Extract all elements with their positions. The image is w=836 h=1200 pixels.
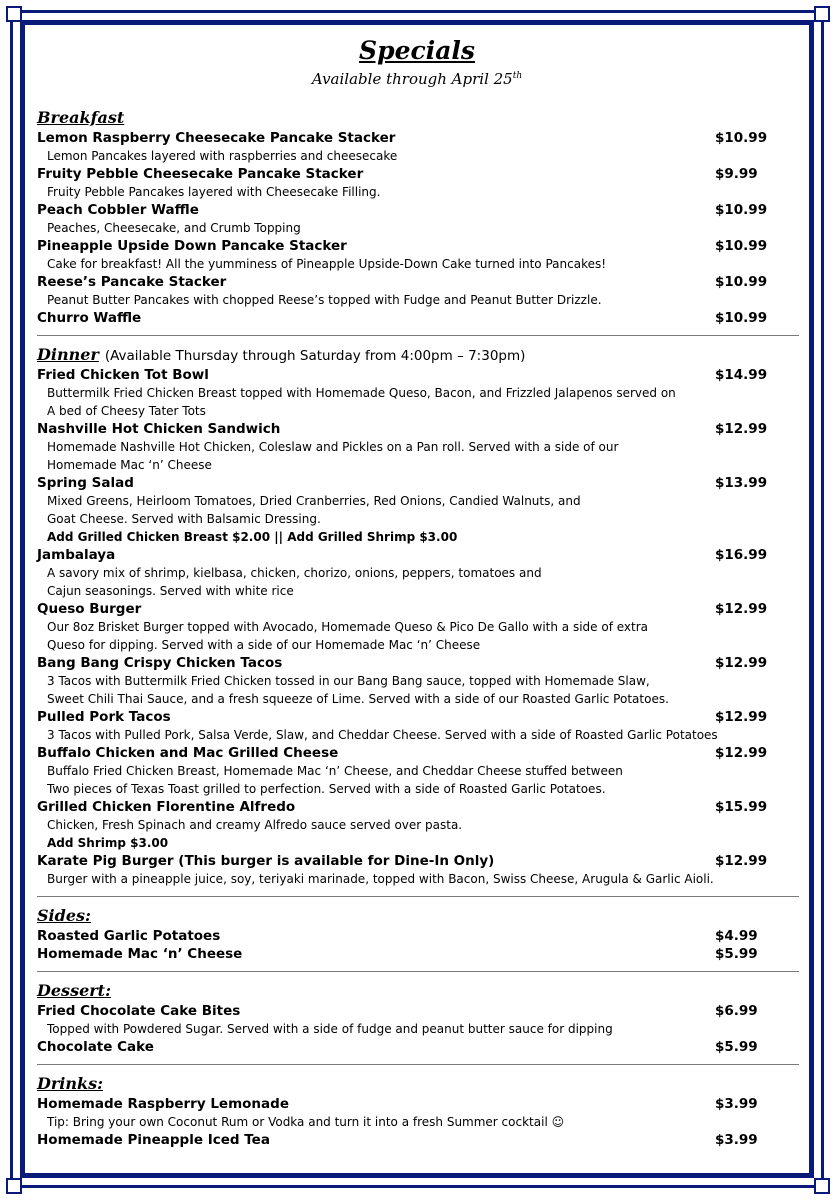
item-description: A savory mix of shrimp, kielbasa, chicken, chorizo, onions, peppers, tomatoes and [47,566,542,580]
item-description: Cajun seasonings. Served with white rice [47,584,294,598]
item-price: $10.99 [715,238,768,254]
item-name: Jambalaya [37,547,116,563]
item-price: $9.99 [715,166,758,182]
section-divider [37,971,799,972]
item-description: Topped with Powdered Sugar. Served with a side of fudge and peanut butter sauce for dipping [47,1022,613,1036]
item-name: Lemon Raspberry Cheesecake Pancake Stacker [37,130,396,146]
item-price: $12.99 [715,655,768,671]
item-name: Homemade Raspberry Lemonade [37,1096,289,1112]
menu-item [37,600,797,618]
menu-section [37,344,797,888]
menu-content [37,36,797,1149]
menu-item [37,927,797,945]
item-price: $10.99 [715,202,768,218]
menu-item [37,654,797,672]
item-description: Homemade Nashville Hot Chicken, Coleslaw and Pickles on a Pan roll. Served with a side of our [47,440,619,454]
item-description: Cake for breakfast! All the yumminess of Pineapple Upside-Down Cake turned into Pancakes! [47,257,607,271]
section-title: Dessert: [37,981,111,1000]
item-name: Reese’s Pancake Stacker [37,274,227,290]
item-name: Fried Chocolate Cake Bites [37,1003,241,1019]
page-subtitle: Available through April 25th [311,70,523,88]
corner-ornament [6,6,22,22]
item-price: $12.99 [715,853,768,869]
corner-ornament [814,6,830,22]
section-header [37,1073,797,1095]
section-header [37,344,797,366]
item-name: Spring Salad [37,475,134,491]
item-description: Buttermilk Fried Chicken Breast topped with Homemade Queso, Bacon, and Frizzled Jalapenos served on [47,386,676,400]
item-price: $12.99 [715,709,768,725]
item-name: Peach Cobbler Waffle [37,202,199,218]
item-price: $14.99 [715,367,768,383]
item-addon: Add Grilled Chicken Breast $2.00 || Add Grilled Shrimp $3.00 [47,530,458,544]
menu-item [37,237,797,255]
item-description: Peaches, Cheesecake, and Crumb Topping [47,221,301,235]
item-name: Pulled Pork Tacos [37,709,171,725]
menu-item [37,798,797,816]
item-price: $5.99 [715,946,758,962]
item-price: $15.99 [715,799,768,815]
item-description: Burger with a pineapple juice, soy, teriyaki marinade, topped with Bacon, Swiss Cheese, Arugula & Garlic Aioli. [47,872,714,886]
page-title: Specials [359,36,475,65]
menu-item [37,708,797,726]
item-name: Bang Bang Crispy Chicken Tacos [37,655,283,671]
item-name: Homemade Mac ‘n’ Cheese [37,946,243,962]
item-description: Mixed Greens, Heirloom Tomatoes, Dried Cranberries, Red Onions, Candied Walnuts, and [47,494,581,508]
section-divider [37,335,799,336]
item-description: 3 Tacos with Buttermilk Fried Chicken tossed in our Bang Bang sauce, topped with Homemade Slaw, [47,674,650,688]
item-description: Our 8oz Brisket Burger topped with Avocado, Homemade Queso & Pico De Gallo with a side of extra [47,620,649,634]
item-description: Fruity Pebble Pancakes layered with Cheesecake Filling. [47,185,381,199]
item-name: Pineapple Upside Down Pancake Stacker [37,238,347,254]
menu-item [37,1131,797,1149]
item-name: Grilled Chicken Florentine Alfredo [37,799,296,815]
section-header [37,905,797,927]
item-name: Nashville Hot Chicken Sandwich [37,421,281,437]
menu-section [37,905,797,963]
section-header [37,107,797,129]
menu-item [37,366,797,384]
menu-item [37,945,797,963]
menu-section [37,107,797,327]
section-divider [37,1064,799,1065]
menu-item [37,165,797,183]
section-title: Drinks: [37,1074,104,1093]
menu-sections [37,107,797,1149]
item-name: Chocolate Cake [37,1039,154,1055]
menu-item [37,1002,797,1020]
item-description: 3 Tacos with Pulled Pork, Salsa Verde, Slaw, and Cheddar Cheese. Served with a side of Roasted Garlic Potatoes [47,728,718,742]
menu-section [37,1073,797,1149]
item-name: Fried Chicken Tot Bowl [37,367,209,383]
item-price: $13.99 [715,475,768,491]
item-name: Homemade Pineapple Iced Tea [37,1132,270,1148]
menu-item [37,474,797,492]
item-description: Peanut Butter Pancakes with chopped Reese’s topped with Fudge and Peanut Butter Drizzle. [47,293,602,307]
section-header [37,980,797,1002]
item-name: Buffalo Chicken and Mac Grilled Cheese [37,745,339,761]
section-note: (Available Thursday through Saturday from 4:00pm – 7:30pm) [104,348,526,364]
section-divider [37,896,799,897]
section-title: Sides: [37,906,91,925]
section-title: Breakfast [37,108,125,127]
item-description: Sweet Chili Thai Sauce, and a fresh squeeze of Lime. Served with a side of our Roasted Garlic Potatoes. [47,692,669,706]
item-name: Fruity Pebble Cheesecake Pancake Stacker [37,166,364,182]
item-price: $10.99 [715,274,768,290]
corner-ornament [6,1178,22,1194]
corner-ornament [814,1178,830,1194]
item-price: $6.99 [715,1003,758,1019]
menu-item [37,546,797,564]
item-description: Homemade Mac ‘n’ Cheese [47,458,212,472]
item-price: $16.99 [715,547,768,563]
item-description: Queso for dipping. Served with a side of our Homemade Mac ‘n’ Cheese [47,638,481,652]
item-price: $5.99 [715,1039,758,1055]
item-addon: Add Shrimp $3.00 [47,836,169,850]
menu-item [37,273,797,291]
item-price: $12.99 [715,745,768,761]
item-price: $3.99 [715,1132,758,1148]
item-name: Churro Waffle [37,310,142,326]
item-price: $10.99 [715,310,768,326]
item-description: Two pieces of Texas Toast grilled to perfection. Served with a side of Roasted Garlic Potatoes. [47,782,606,796]
section-title: Dinner [37,345,99,364]
item-description: Goat Cheese. Served with Balsamic Dressing. [47,512,321,526]
item-name: Karate Pig Burger (This burger is available for Dine-In Only) [37,853,495,869]
item-price: $12.99 [715,421,768,437]
menu-item [37,744,797,762]
item-description: Lemon Pancakes layered with raspberries and cheesecake [47,149,398,163]
item-description: Buffalo Fried Chicken Breast, Homemade Mac ‘n’ Cheese, and Cheddar Cheese stuffed between [47,764,623,778]
menu-item [37,420,797,438]
item-description: A bed of Cheesy Tater Tots [47,404,206,418]
item-name: Roasted Garlic Potatoes [37,928,221,944]
menu-item [37,309,797,327]
menu-section [37,980,797,1056]
item-price: $4.99 [715,928,758,944]
menu-item [37,201,797,219]
item-price: $10.99 [715,130,768,146]
item-description: Chicken, Fresh Spinach and creamy Alfredo sauce served over pasta. [47,818,463,832]
menu-item [37,1038,797,1056]
menu-item [37,129,797,147]
item-price: $12.99 [715,601,768,617]
menu-item [37,852,797,870]
item-description: Tip: Bring your own Coconut Rum or Vodka and turn it into a fresh Summer cocktail ☺ [47,1115,565,1129]
item-price: $3.99 [715,1096,758,1112]
item-name: Queso Burger [37,601,142,617]
menu-item [37,1095,797,1113]
